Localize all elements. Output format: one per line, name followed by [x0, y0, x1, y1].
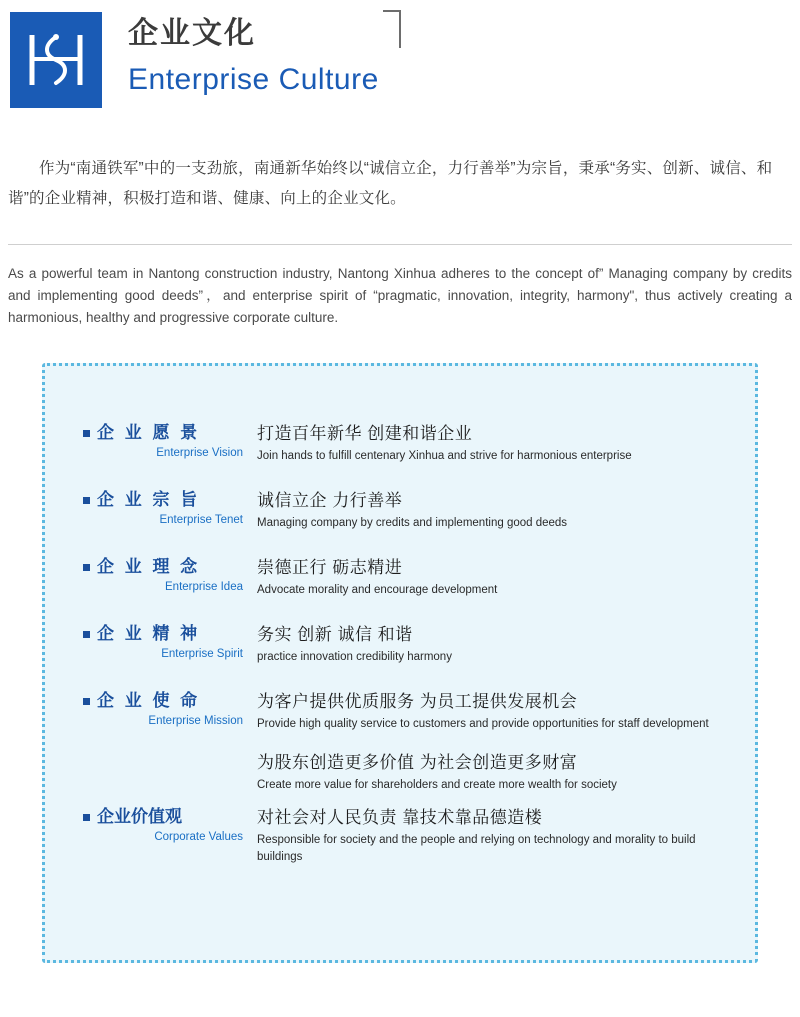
list-item — [83, 556, 725, 599]
item-body — [245, 422, 725, 465]
item-label-group — [97, 690, 245, 729]
intro-section — [8, 154, 792, 329]
culture-panel-wrapper — [42, 363, 758, 963]
header-titles — [128, 8, 379, 102]
item-label-en: Enterprise Vision — [156, 447, 243, 459]
square-bullet-icon — [83, 698, 90, 705]
item-body-cn: 诚信立企 力行善举 — [257, 491, 403, 510]
list-item — [83, 422, 725, 465]
item-label-cn: 企 业 精 神 — [97, 624, 201, 643]
item-body-en: Managing company by credits and implementing good deeds — [257, 517, 568, 529]
item-body — [245, 623, 725, 666]
item-body — [245, 489, 725, 532]
square-bullet-icon — [83, 497, 90, 504]
title-corner-decoration — [383, 10, 401, 48]
item-body-en: practice innovation credibility harmony — [257, 651, 452, 663]
logo-mark-icon — [26, 31, 86, 89]
intro-paragraph-cn: 作为“南通铁军”中的一支劲旅，南通新华始终以“诚信立企，力行善举”为宗旨，秉承“务实、创新、诚信、和谐”的企业精神，积极打造和谐、健康、向上的企业文化。 — [8, 160, 773, 207]
item-body — [245, 556, 725, 599]
list-item — [83, 806, 725, 866]
page-title-cn: 企业文化 — [128, 17, 256, 50]
item-body-en: Provide high quality service to customers and provide opportunities for staff development — [257, 718, 709, 730]
square-bullet-icon — [83, 631, 90, 638]
item-body-en: Responsible for society and the people and relying on technology and morality to build buildings — [257, 834, 696, 863]
item-label-group — [97, 806, 245, 845]
page-header — [0, 0, 800, 118]
item-body-en-2: Create more value for shareholders and create more wealth for society — [257, 779, 617, 791]
item-body-en: Advocate morality and encourage development — [257, 584, 498, 596]
item-label-en: Enterprise Mission — [148, 715, 243, 727]
item-label-group — [97, 489, 245, 528]
item-body-cn: 务实 创新 诚信 和谐 — [257, 625, 413, 644]
item-label-group — [97, 556, 245, 595]
item-label-cn: 企 业 理 念 — [97, 557, 201, 576]
item-label-cn: 企 业 使 命 — [97, 691, 201, 710]
square-bullet-icon — [83, 564, 90, 571]
item-body-cn: 打造百年新华 创建和谐企业 — [257, 424, 473, 443]
item-label-cn: 企业价值观 — [97, 807, 182, 826]
item-label-cn: 企 业 宗 旨 — [97, 490, 201, 509]
page-title-en: Enterprise Culture — [128, 63, 379, 96]
list-item — [83, 690, 725, 794]
item-body-en: Join hands to fulfill centenary Xinhua and strive for harmonious enterprise — [257, 450, 632, 462]
item-label-en: Corporate Values — [154, 831, 243, 843]
item-body-cn: 对社会对人民负责 靠技术靠品德造楼 — [257, 808, 543, 827]
item-body-cn-2: 为股东创造更多价值 为社会创造更多财富 — [257, 753, 578, 772]
item-body-cn: 崇德正行 砺志精进 — [257, 558, 403, 577]
item-label-en: Enterprise Tenet — [159, 514, 243, 526]
item-label-cn: 企 业 愿 景 — [97, 423, 201, 442]
item-label-en: Enterprise Idea — [165, 581, 243, 593]
item-label-group — [97, 422, 245, 461]
intro-paragraph-en: As a powerful team in Nantong construction industry, Nantong Xinhua adheres to the concept of” Managing company by credits and implementing good deeds”，and enterprise spirit of “pragmatic, innovation, integrity, harmony", thus actively creating a harmonious, healthy and progressive corporate culture. — [8, 266, 792, 325]
list-item — [83, 489, 725, 532]
item-body — [245, 690, 725, 794]
square-bullet-icon — [83, 430, 90, 437]
section-divider — [8, 244, 792, 245]
square-bullet-icon — [83, 814, 90, 821]
company-logo — [10, 12, 102, 108]
list-item — [83, 623, 725, 666]
item-label-en: Enterprise Spirit — [161, 648, 243, 660]
item-body — [245, 806, 725, 866]
culture-panel — [42, 363, 758, 963]
item-label-group — [97, 623, 245, 662]
item-body-secondary — [257, 751, 725, 794]
item-body-cn: 为客户提供优质服务 为员工提供发展机会 — [257, 692, 578, 711]
